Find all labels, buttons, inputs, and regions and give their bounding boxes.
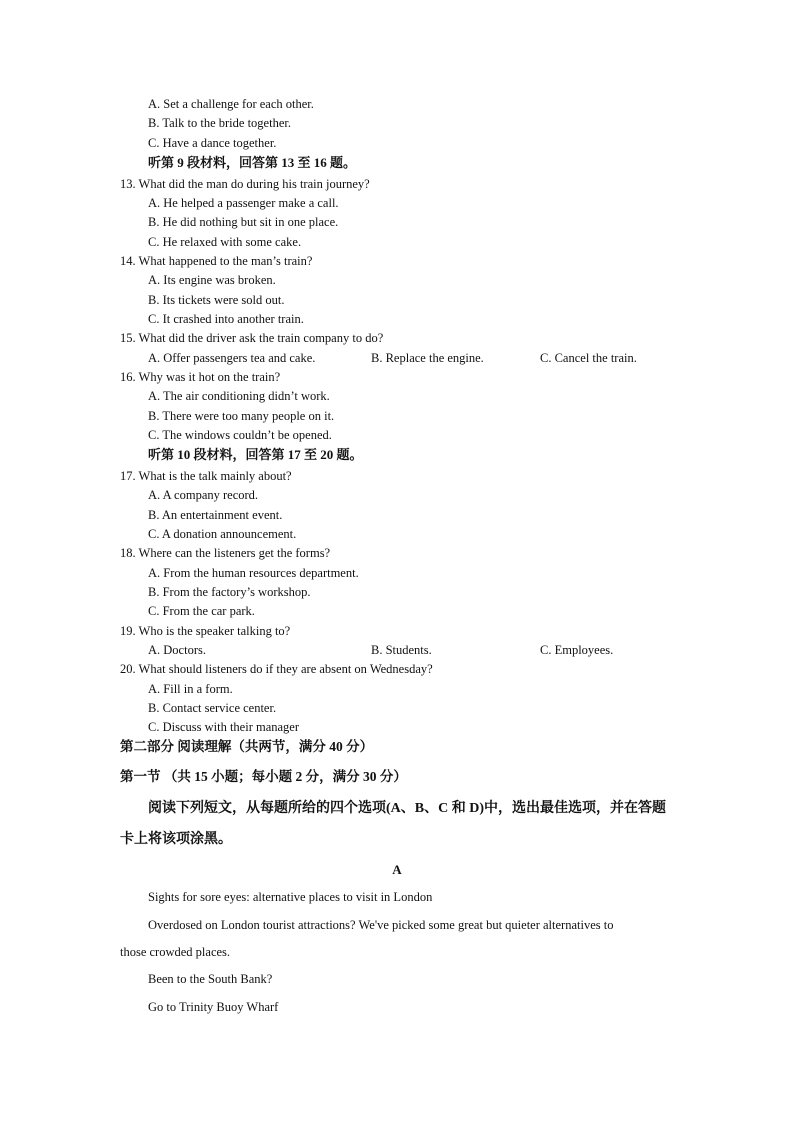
option-19a: A. Doctors. [148, 643, 206, 657]
section-header-9: 听第 9 段材料，回答第 13 至 16 题。 [148, 155, 357, 170]
option-20c: C. Discuss with their manager [148, 720, 300, 734]
section-header-10: 听第 10 段材料，回答第 17 至 20 题。 [148, 447, 363, 462]
option-16a: A. The air conditioning didn’t work. [148, 389, 330, 403]
section-one-heading: 第一节 （共 15 小题；每小题 2 分，满分 30 分） [120, 769, 407, 784]
passage-label-a: A [392, 862, 402, 877]
option-15b: B. Replace the engine. [371, 351, 484, 365]
option-20a: A. Fill in a form. [148, 682, 233, 696]
option-18c: C. From the car park. [148, 604, 255, 618]
question-14: 14. What happened to the man’s train? [120, 254, 313, 268]
option-14b: B. Its tickets were sold out. [148, 293, 285, 307]
option-17a: A. A company record. [148, 488, 259, 502]
question-17: 17. What is the talk mainly about? [120, 469, 292, 483]
option-17c: C. A donation announcement. [148, 527, 297, 541]
option-16b: B. There were too many people on it. [148, 409, 335, 423]
question-20: 20. What should listeners do if they are absent on Wednesday? [120, 662, 433, 676]
option-16c: C. The windows couldn’t be opened. [148, 428, 332, 442]
option-13b: B. He did nothing but sit in one place. [148, 215, 339, 229]
question-18: 18. Where can the listeners get the forms? [120, 546, 331, 560]
question-16: 16. Why was it hot on the train? [120, 370, 281, 384]
instructions-line-2: 卡上将该项涂黑。 [120, 832, 232, 847]
part-two-heading: 第二部分 阅读理解（共两节，满分 40 分） [120, 739, 374, 754]
question-13: 13. What did the man do during his train journey? [120, 177, 370, 191]
passage-title: Sights for sore eyes: alternative places to visit in London [148, 890, 433, 904]
option-20b: B. Contact service center. [148, 701, 277, 715]
option-12b: B. Talk to the bride together. [148, 116, 291, 130]
option-18a: A. From the human resources department. [148, 566, 359, 580]
option-12c: C. Have a dance together. [148, 136, 277, 150]
option-13c: C. He relaxed with some cake. [148, 235, 302, 249]
passage-paragraph-1b: those crowded places. [120, 945, 231, 959]
passage-paragraph-1a: Overdosed on London tourist attractions? We've picked some great but quieter alternatives to [148, 918, 614, 932]
passage-subheading-1: Been to the South Bank? [148, 972, 273, 986]
option-19b: B. Students. [371, 643, 432, 657]
option-18b: B. From the factory’s workshop. [148, 585, 311, 599]
option-15a: A. Offer passengers tea and cake. [148, 351, 316, 365]
question-19: 19. Who is the speaker talking to? [120, 624, 291, 638]
option-13a: A. He helped a passenger make a call. [148, 196, 339, 210]
question-15: 15. What did the driver ask the train company to do? [120, 331, 384, 345]
option-14a: A. Its engine was broken. [148, 273, 276, 287]
passage-subheading-2: Go to Trinity Buoy Wharf [148, 1000, 279, 1014]
instructions-line-1: 阅读下列短文，从每题所给的四个选项(A、B、C 和 D)中，选出最佳选项，并在答题 [148, 801, 666, 816]
option-12a: A. Set a challenge for each other. [148, 97, 314, 111]
option-19c: C. Employees. [540, 643, 614, 657]
option-14c: C. It crashed into another train. [148, 312, 304, 326]
option-15c: C. Cancel the train. [540, 351, 637, 365]
option-17b: B. An entertainment event. [148, 508, 283, 522]
